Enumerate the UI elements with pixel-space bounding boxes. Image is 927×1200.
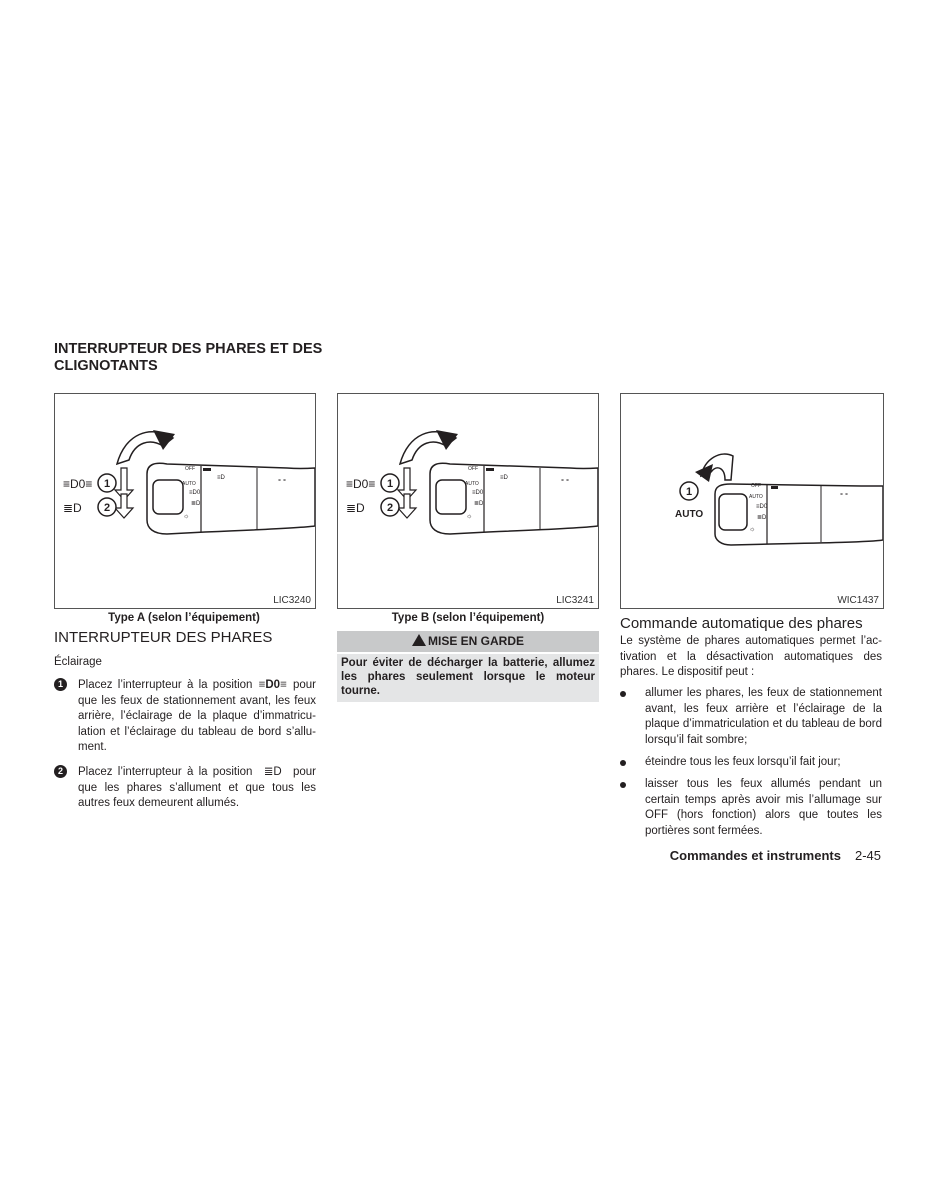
- parking-lights-icon: ≡D0≡: [346, 477, 376, 491]
- page-footer: [670, 848, 881, 863]
- svg-text:≡D0: ≡D0: [472, 490, 484, 496]
- figure-auto: [620, 393, 884, 609]
- svg-text:☼: ☼: [466, 513, 473, 520]
- figure-code: WIC1437: [837, 595, 879, 606]
- figure-caption-b: Type B (selon l’équipement): [391, 612, 545, 624]
- svg-text:≣D: ≣D: [191, 501, 201, 507]
- warning-header: [337, 631, 599, 652]
- svg-text:OFF: OFF: [468, 466, 478, 472]
- subheading-eclairage: Éclairage: [54, 656, 102, 668]
- list-item: 2 Placez l’interrupteur à la position ≣D pour que les phares s’allument et que tous les autres feux demeurent allumés.: [54, 765, 316, 812]
- svg-text:≡D0: ≡D0: [756, 504, 768, 510]
- figure-caption-a: Type A (selon l’équipement): [108, 612, 260, 624]
- svg-text:≡D: ≡D: [217, 475, 225, 481]
- list-item: 1 Placez l’interrupteur à la position ≡D0≡ pour que les feux de stationnement avant, les feux arrière, l’éclairage de la plaque d’immatriculation et l’éclairage du tableau de bord s’allument.: [54, 678, 316, 756]
- item-number: 1: [54, 678, 67, 691]
- headlight-icon: ≣D: [63, 501, 82, 515]
- footer-section: Commandes et instruments: [669, 848, 841, 863]
- callout-1: 1: [685, 486, 693, 498]
- svg-text:≣D: ≣D: [757, 515, 767, 521]
- auto-label: AUTO: [675, 509, 704, 520]
- callout-1: 1: [386, 478, 394, 490]
- svg-text:⚬⚬: ⚬⚬: [277, 478, 288, 484]
- auto-headlight-switch-illustration: [621, 394, 883, 608]
- section-title: INTERRUPTEUR DES PHARES ET DES CLIGNOTANTS: [54, 341, 323, 374]
- callout-2: 2: [103, 502, 111, 514]
- bullet-item: laisser tous les feux allumés pendant un certain temps après avoir mis l’allumage sur OFF (hors fonction) alors que toutes les portières sont fermées.: [620, 777, 882, 839]
- svg-text:☼: ☼: [749, 526, 756, 533]
- page-number: 2-45: [854, 848, 881, 863]
- headlight-icon: ≣D: [263, 766, 282, 778]
- svg-text:AUTO: AUTO: [465, 481, 479, 487]
- figure-code: LIC3240: [273, 595, 311, 606]
- callout-2: 2: [386, 502, 394, 514]
- figure-type-a: [54, 393, 316, 609]
- svg-text:≡D: ≡D: [500, 475, 508, 481]
- svg-text:AUTO: AUTO: [182, 481, 196, 487]
- warning-body: Pour éviter de décharger la batterie, allumez les phares seulement lorsque le moteur tourne.: [337, 654, 599, 702]
- svg-text:≡D0: ≡D0: [189, 490, 201, 496]
- bullet-dot: [620, 782, 626, 788]
- turn-signal-switch-illustration: [55, 394, 315, 608]
- callout-1: 1: [103, 478, 111, 490]
- bullet-item: éteindre tous les feux lorsqu’il fait jour;: [620, 755, 882, 771]
- warning-title: MISE EN GARDE: [427, 634, 524, 648]
- bullet-dot: [620, 760, 626, 766]
- figure-code: LIC3241: [556, 595, 594, 606]
- svg-text:☼: ☼: [183, 513, 190, 520]
- bullet-item: allumer les phares, les feux de stationnement avant, les feux arrière et l’éclairage de la plaque d’immatriculation et du tableau de bord lorsqu’il fait sombre;: [620, 686, 882, 748]
- turn-signal-switch-illustration: [338, 394, 598, 608]
- intro-paragraph: Le système de phares automatiques permet l’activation et la désactivation automatiques des phares. Le dispositif peut :: [620, 635, 882, 678]
- svg-text:OFF: OFF: [751, 483, 761, 489]
- parking-lights-icon: ≡D0≡: [63, 477, 93, 491]
- svg-text:≣D: ≣D: [474, 501, 484, 507]
- headlight-icon: ≣D: [346, 501, 365, 515]
- parking-lights-icon: ≡D0≡: [258, 679, 287, 691]
- figure-type-b: [337, 393, 599, 609]
- svg-text:⚬⚬: ⚬⚬: [560, 478, 571, 484]
- bullet-dot: [620, 691, 626, 697]
- svg-text:OFF: OFF: [185, 466, 195, 472]
- heading-interrupteur-phares: INTERRUPTEUR DES PHARES: [54, 629, 273, 646]
- svg-text:⚬⚬: ⚬⚬: [839, 492, 850, 498]
- svg-text:AUTO: AUTO: [749, 494, 763, 500]
- heading-commande-auto: Commande automatique des phares: [620, 615, 863, 632]
- warning-triangle-icon: [412, 634, 426, 646]
- item-number: 2: [54, 765, 67, 778]
